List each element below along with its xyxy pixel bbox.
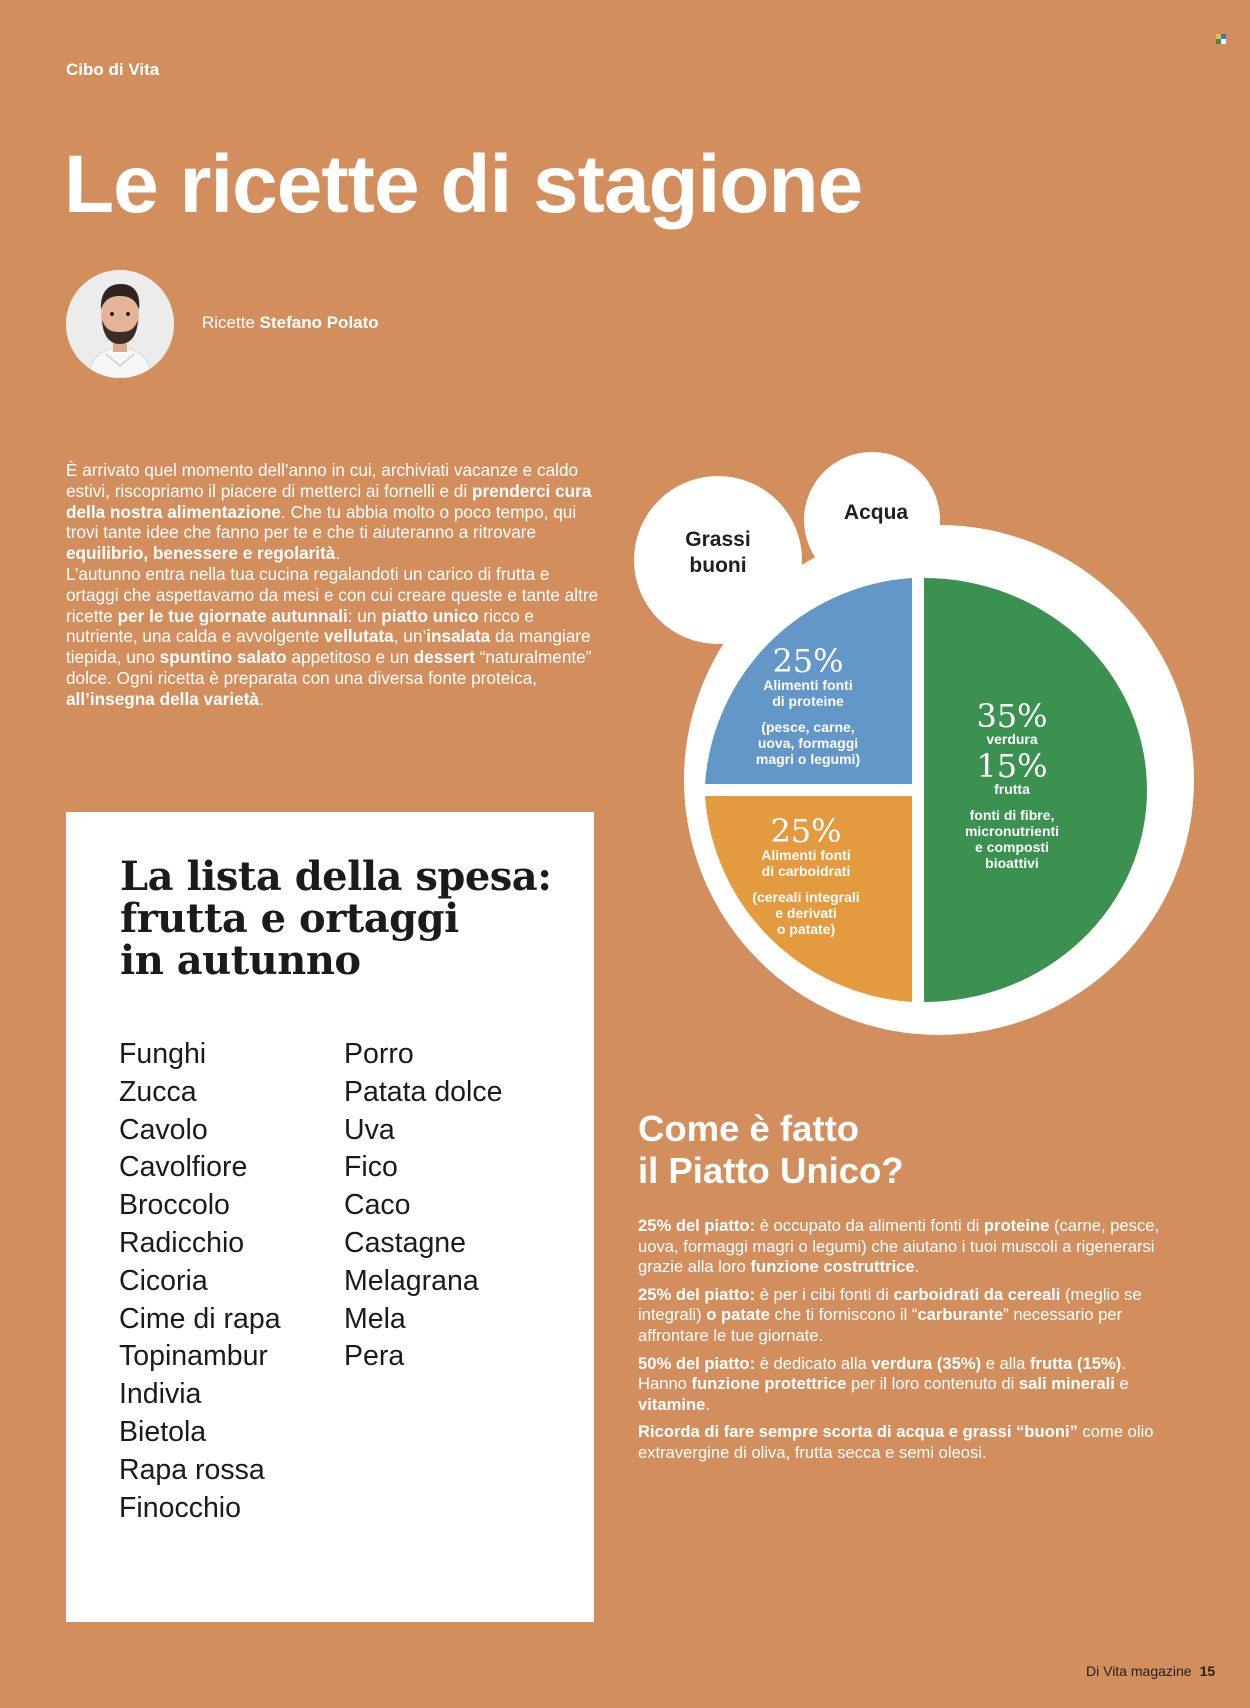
piatto-paragraph-1: 25% del piatto: è occupato da alimenti fonti di proteine (carne, pesce, uova, formaggi magri o legumi) che aiutano i tuoi muscoli a rigenerarsi grazie alla loro funzione costruttrice.	[638, 1216, 1160, 1277]
byline	[202, 313, 379, 333]
list-item: Radicchio	[119, 1226, 245, 1259]
author-avatar	[66, 270, 174, 378]
list-item: Rapa rossa	[119, 1453, 265, 1486]
piatto-unico-title: Come è fatto il Piatto Unico?	[638, 1108, 904, 1191]
list-item: Porro	[344, 1038, 414, 1070]
grassi-label-1: Grassi	[685, 528, 751, 551]
piatto-paragraph-2: 25% del piatto: è per i cibi fonti di carboidrati da cereali (meglio se integrali) o patate che ti forniscono il “carburante” necessario per affrontare le tue giornate.	[638, 1284, 1142, 1345]
list-item: Finocchio	[119, 1491, 241, 1524]
verdura-percent: 35%	[976, 697, 1048, 735]
list-item: Broccolo	[119, 1189, 230, 1222]
carboidrati-line-4: e derivati	[775, 905, 837, 921]
intro-paragraph-1: È arrivato quel momento dell’anno in cui, archiviati vacanze e caldo estivi, riscopriamo il piacere di metterci ai fornelli e di prenderci cura della nostra alimentazione. Che tu abbia molto o poco tempo, qui trovi tante idee che fanno per te e che ti aiuteranno a ritrovare equilibrio, benessere e regolarità.	[66, 460, 592, 564]
fibre-line-1: fonti di fibre,	[969, 807, 1055, 823]
piatto-paragraph-3: 50% del piatto: è dedicato alla verdura (35%) e alla frutta (15%). Hanno funzione protettrice per il loro contenuto di sali minerali e vitamine.	[638, 1353, 1129, 1414]
proteine-percent: 25%	[772, 642, 844, 680]
carboidrati-line-2: di carboidrati	[761, 863, 851, 879]
carboidrati-line-3: (cereali integrali	[752, 889, 860, 905]
list-item: Cime di rapa	[119, 1302, 281, 1335]
page-number: 15	[1199, 1663, 1216, 1679]
list-item: Melagrana	[344, 1264, 479, 1297]
shopping-list-title: La lista della spesa: frutta e ortaggi in autunno	[120, 853, 552, 984]
frutta-label: frutta	[994, 781, 1030, 797]
list-item: Bietola	[119, 1415, 207, 1448]
intro-paragraph-2: L’autunno entra nella tua cucina regalandoti un carico di frutta e ortaggi che aspettavamo da mesi e con cui creare queste e tante altre ricette per le tue giornate autunnali: un piatto unico ricco e nutriente, una calda e avvolgente vellutata, un’insalata da mangiare tiepida, uno spuntino salato appetitoso e un dessert “naturalmente” dolce. Ogni ricetta è preparata con una diversa fonte proteica, all’insegna della varietà.	[66, 563, 599, 709]
piatto-unico-body	[638, 1216, 1178, 1471]
page-footer	[1086, 1663, 1215, 1679]
list-item: Zucca	[119, 1075, 197, 1108]
fibre-line-4: bioattivi	[985, 855, 1039, 871]
list-item: Funghi	[119, 1038, 207, 1070]
shopping-list-column-2	[344, 1036, 502, 1376]
carboidrati-percent: 25%	[770, 812, 842, 850]
proteine-line-4: uova, formaggi	[757, 735, 859, 751]
carboidrati-line-5: o patate)	[776, 921, 836, 937]
list-item: Cavolfiore	[119, 1151, 248, 1184]
list-item: Fico	[344, 1151, 398, 1184]
section-label: Cibo di Vita	[66, 60, 160, 79]
proteine-line-5: magri o legumi)	[755, 751, 861, 767]
verdura-label: verdura	[986, 731, 1038, 747]
carboidrati-line-1: Alimenti fonti	[761, 847, 851, 863]
list-item: Mela	[344, 1302, 406, 1335]
list-item: Uva	[344, 1113, 395, 1146]
byline-prefix: Ricette	[202, 313, 255, 332]
list-item: Pera	[344, 1340, 405, 1373]
acqua-label: Acqua	[843, 501, 909, 524]
list-item: Cavolo	[119, 1113, 208, 1146]
plate-diagram	[628, 450, 1218, 1040]
list-item: Castagne	[344, 1226, 467, 1259]
grassi-label-2: buoni	[689, 554, 747, 577]
magazine-name: Di Vita magazine	[1086, 1663, 1192, 1679]
registration-mark-icon	[1216, 34, 1226, 44]
proteine-line-3: (pesce, carne,	[761, 719, 855, 735]
shopping-list-column-1	[119, 1036, 281, 1527]
list-item: Caco	[344, 1189, 411, 1222]
list-item: Topinambur	[119, 1340, 268, 1373]
proteine-line-1: Alimenti fonti	[763, 677, 853, 693]
piatto-paragraph-4: Ricorda di fare sempre scorta di acqua e grassi “buoni” come olio extravergine di oliva, frutta secca e semi oleosi.	[638, 1422, 1154, 1462]
page-title: Le ricette di stagione	[64, 139, 863, 230]
list-item: Indivia	[119, 1378, 202, 1411]
frutta-percent: 15%	[976, 747, 1048, 785]
fibre-line-2: micronutrienti	[964, 823, 1060, 839]
author-name: Stefano Polato	[259, 313, 379, 332]
list-item: Patata dolce	[344, 1075, 503, 1108]
proteine-line-2: di proteine	[772, 693, 844, 709]
shopping-list-card	[66, 812, 594, 1622]
intro-text	[66, 460, 606, 710]
list-item: Cicoria	[119, 1264, 208, 1297]
fibre-line-3: e composti	[975, 839, 1049, 855]
